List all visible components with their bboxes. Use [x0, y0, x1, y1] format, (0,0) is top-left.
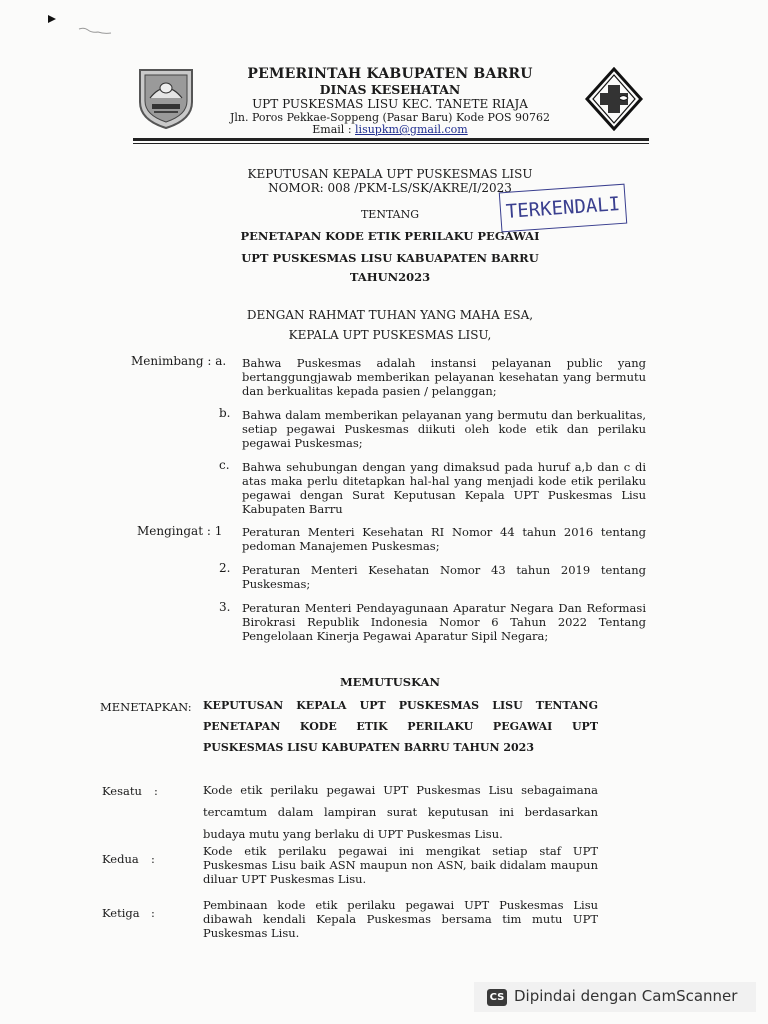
scan-mark — [48, 15, 56, 23]
kesatu-text: Kode etik perilaku pegawai UPT Puskesmas Lisu sebagaimana tercamtum dalam lampiran surat keputusan ini berdasarkan budaya mutu yang berlaku di UPT Puskesmas Lisu. — [203, 783, 598, 841]
menimbang-mark-b: b. — [219, 406, 231, 420]
government-name: PEMERINTAH KABUPATEN BARRU — [247, 66, 533, 82]
subject-line-2: UPT PUSKESMAS LISU KABUAPATEN BARRU — [241, 251, 539, 265]
menimbang-item-a: Bahwa Puskesmas adalah instansi pelayanan public yang bertanggungjawab memberikan pelayanan kesehatan yang bermutu dan berkualitas kepada pasien / pelanggan; — [242, 356, 646, 398]
menetapkan-text: KEPUTUSAN KEPALA UPT PUSKESMAS LISU TENTANG PENETAPAN KODE ETIK PERILAKU PEGAWAI UPT PUSKESMAS LISU KABUPATEN BARRU TAHUN 2023 — [203, 699, 598, 754]
mengingat-item-3: Peraturan Menteri Pendayagunaan Aparatur Negara Dan Reformasi Birokrasi Republik Indonesia Nomor 6 Tahun 2022 Tentang Pengelolaan Kinerja Pegawai Aparatur Sipil Negara; — [242, 601, 646, 643]
rahmat-line: DENGAN RAHMAT TUHAN YANG MAHA ESA, — [246, 308, 534, 322]
mengingat-label: Mengingat : 1 — [137, 524, 223, 538]
unit-name: UPT PUSKESMAS LISU KEC. TANETE RIAJA — [252, 97, 528, 111]
kesatu-colon: : — [154, 784, 158, 798]
menetapkan-label: MENETAPKAN: — [100, 700, 192, 714]
mengingat-mark-2: 2. — [219, 561, 231, 575]
camscanner-icon: CS — [487, 989, 507, 1006]
ketiga-label: Ketiga — [102, 906, 140, 920]
email-line — [200, 123, 580, 136]
email-link[interactable]: lisupkm@gmail.com — [355, 123, 468, 136]
letterhead-rule-thin — [133, 143, 649, 144]
decree-number: NOMOR: 008 /PKM-LS/SK/AKRE/I/2023 — [268, 181, 512, 195]
subject-year: TAHUN2023 — [349, 270, 431, 284]
subject-line-1: PENETAPAN KODE ETIK PERILAKU PEGAWAI — [240, 229, 540, 243]
ketiga-text: Pembinaan kode etik perilaku pegawai UPT Puskesmas Lisu dibawah kendali Kepala Puskesmas bersama tim mutu UPT Puskesmas Lisu. — [203, 898, 598, 940]
health-cross-logo-icon — [584, 67, 644, 131]
decree-title: KEPUTUSAN KEPALA UPT PUSKESMAS LISU — [247, 167, 533, 181]
mengingat-item-2: Peraturan Menteri Kesehatan Nomor 43 tahun 2019 tentang Puskesmas; — [242, 563, 646, 591]
camscanner-text: Dipindai dengan CamScanner — [514, 987, 738, 1005]
pen-scribble — [78, 26, 112, 36]
ketiga-colon: : — [151, 906, 155, 920]
menimbang-item-b: Bahwa dalam memberikan pelayanan yang bermutu dan berkualitas, setiap pegawai Puskesmas diikuti oleh kode etik dan perilaku pegawai Puskesmas; — [242, 408, 646, 450]
agency-name: DINAS KESEHATAN — [319, 82, 461, 97]
mengingat-item-1: Peraturan Menteri Kesehatan RI Nomor 44 tahun 2016 tentang pedoman Manajemen Puskesmas; — [242, 525, 646, 553]
letterhead-rule-thick — [133, 138, 649, 141]
address: Jln. Poros Pekkae-Soppeng (Pasar Baru) Kode POS 90762 — [229, 111, 551, 124]
kedua-colon: : — [151, 852, 155, 866]
memutuskan-heading: MEMUTUSKAN — [339, 675, 441, 689]
barru-regency-emblem-icon — [136, 64, 196, 130]
menimbang-mark-c: c. — [219, 458, 230, 472]
menimbang-label: Menimbang : a. — [131, 354, 227, 368]
email-label: Email : — [312, 123, 352, 136]
mengingat-mark-3: 3. — [219, 600, 231, 614]
terkendali-stamp: TERKENDALI — [499, 184, 627, 233]
tentang-label: TENTANG — [360, 208, 420, 221]
kepala-line: KEPALA UPT PUSKESMAS LISU, — [288, 328, 492, 342]
kesatu-label: Kesatu — [102, 784, 142, 798]
menimbang-item-c: Bahwa sehubungan dengan yang dimaksud pada huruf a,b dan c di atas maka perlu ditetapkan hal-hal yang menjadi kode etik perilaku pegawai dengan Surat Keputusan Kepala UPT Puskesmas Lisu Kabupaten Barru — [242, 460, 646, 516]
kedua-label: Kedua — [102, 852, 139, 866]
kedua-text: Kode etik perilaku pegawai ini mengikat setiap staf UPT Puskesmas Lisu baik ASN maupun non ASN, baik didalam maupun diluar UPT Puskesmas Lisu. — [203, 844, 598, 886]
